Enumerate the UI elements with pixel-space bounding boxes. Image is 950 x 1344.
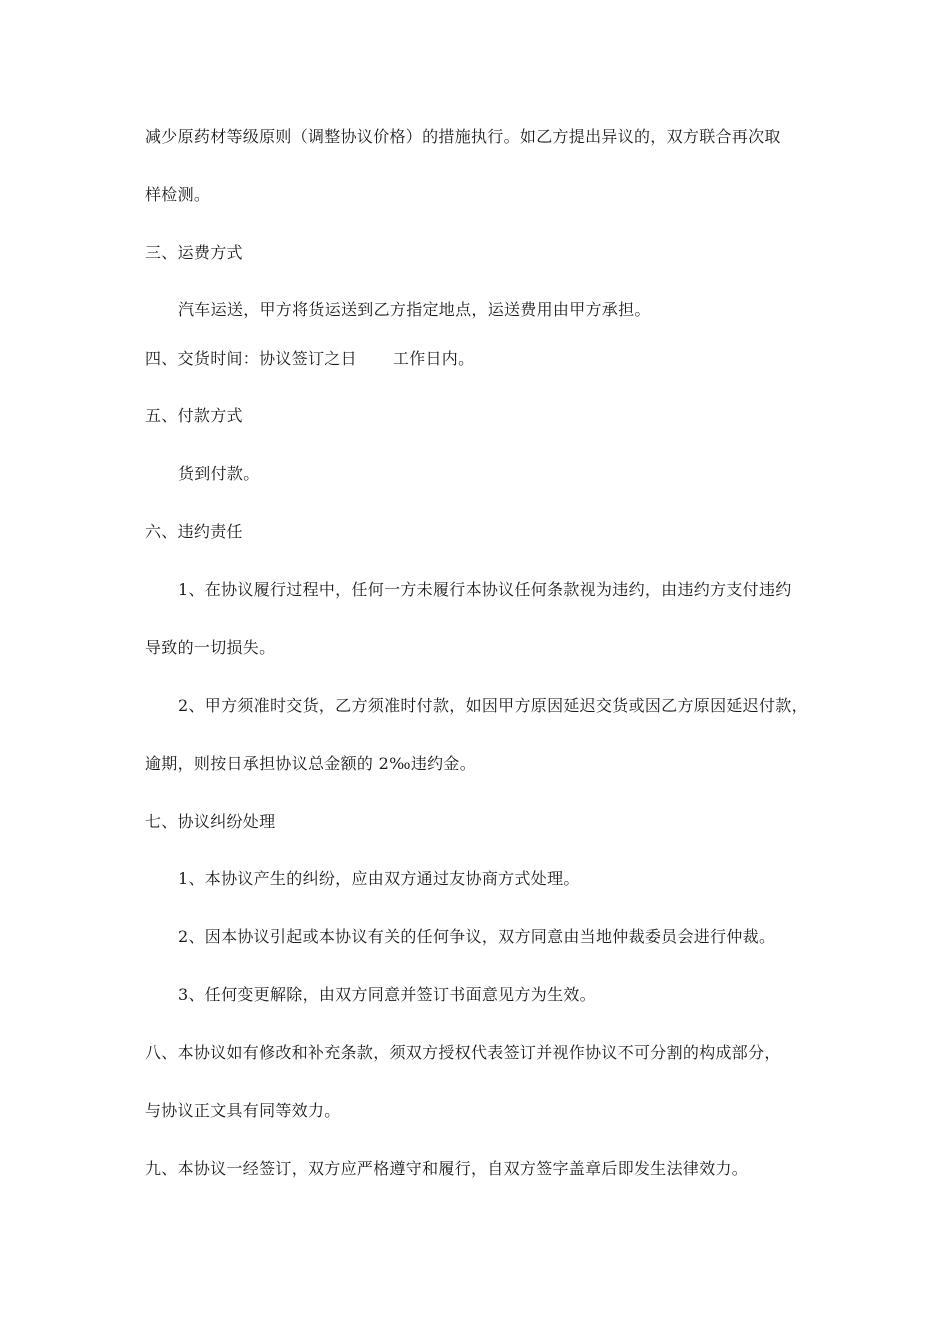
paragraph-line: 1、在协议履行过程中，任何一方未履行本协议任何条款视为违约，由违约方支付违约 xyxy=(178,580,792,599)
section-heading-dispute: 七、协议纠纷处理 xyxy=(145,812,276,831)
section-heading-payment: 五、付款方式 xyxy=(145,406,243,425)
delivery-time-label: 四、交货时间：协议签订之日 xyxy=(145,349,357,368)
section-heading-delivery-time xyxy=(145,349,474,369)
section-heading-breach: 六、违约责任 xyxy=(145,522,243,541)
paragraph-line: 与协议正文具有同等效力。 xyxy=(145,1101,341,1120)
paragraph-line: 九、本协议一经签订，双方应严格遵守和履行，自双方签字盖章后即发生法律效力。 xyxy=(145,1159,749,1178)
section-heading-shipping: 三、运费方式 xyxy=(145,243,243,262)
paragraph-line: 3、任何变更解除，由双方同意并签订书面意见方为生效。 xyxy=(178,985,596,1004)
paragraph-line: 八、本协议如有修改和补充条款，须双方授权代表签订并视作协议不可分割的构成部分， xyxy=(145,1043,781,1062)
paragraph-line: 2、甲方须准时交货，乙方须准时付款，如因甲方原因延迟交货或因乙方原因延迟付款， xyxy=(178,696,808,715)
paragraph-line: 货到付款。 xyxy=(178,464,260,483)
paragraph-line: 导致的一切损失。 xyxy=(145,638,276,657)
paragraph-line: 逾期，则按日承担协议总金额的 2‰违约金。 xyxy=(145,754,477,773)
paragraph-line: 汽车运送，甲方将货运送到乙方指定地点，运送费用由甲方承担。 xyxy=(178,300,651,319)
paragraph-line: 1、本协议产生的纠纷，应由双方通过友协商方式处理。 xyxy=(178,869,580,888)
delivery-time-suffix: 工作日内。 xyxy=(392,349,475,368)
paragraph-line: 减少原药材等级原则（调整协议价格）的措施执行。如乙方提出异议的，双方联合再次取 xyxy=(145,127,781,146)
paragraph-line: 2、因本协议引起或本协议有关的任何争议，双方同意由当地仲裁委员会进行仲裁。 xyxy=(178,927,776,946)
paragraph-line: 样检测。 xyxy=(145,185,211,204)
